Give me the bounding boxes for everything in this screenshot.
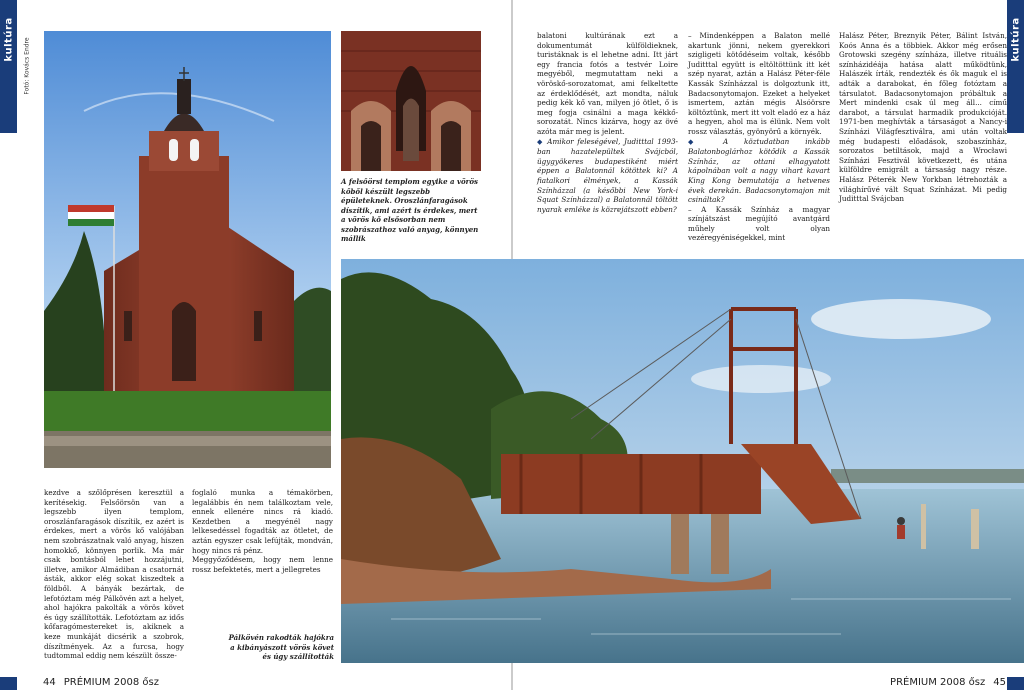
church-caption: A felsőörsi templom egyike a vörös kőből készült legszebb épületeknek. Oroszlánfaragások díszítik, ami azért is érdekes, mert a vörös kő elsősorban nem szobrászathoz való anyag, könnyen mállik [341,177,479,243]
footer-bar-right [1007,677,1024,690]
section-tab-left [0,0,17,133]
carving-detail-photo [341,31,481,171]
body-column-5 [839,31,1007,204]
photo-credit-text: Fotó: Kovács Endre [23,37,31,95]
body-column-2 [192,488,333,574]
footer-bar-left [0,677,17,690]
body-paragraph: – Mindenképpen a Balaton mellé akartunk jönni, nekem gyerekkori szigligeti kötődéseim voltak, később Juditttal együtt is eltöltöttünk itt két szép nyarat, aztán a Halász Péter-féle Kassák Színházzal is dolgoztunk itt, Badacsonytomajon. Ezeket a helyeket ismertem, aztán mégis Alsóörsre költöztünk, mert itt volt eladó ez a ház a hegyen, ahol ma is élünk. Nem volt rossz választás, gyönyörű a környék. [688,31,830,136]
interview-question [688,137,830,205]
body-paragraph: balatoni kultúrának ezt a dokumentumát külföldieknek, turistáknak is el lehetne adni. Itt járt egy francia fotós a testvér Loire megyéből, megmutattam neki a vöröskő-sorozatomat, ami felkeltette az érdeklődését, azt mondta, náluk pedig kék kő van, milyen jó ötlet, ő is meg fogja csinálni a maga kékkő-sorozatát. Nincs kizárva, hogy az övé azóta már meg is jelent. [537,31,678,136]
body-paragraph: Halász Péter, Breznyik Péter, Bálint István, Koós Anna és a többiek. Akkor még erősen Grotowski szegény színháza, illetve rituális színházidéája hatása alatt működtünk, Halászék írták, rendezték és ők maguk el is adták a darabokat, én főleg fotóztam a társulatot. Badacsonytomajon próbáltuk a Mert mindenki csak úl meg áll... című darabot, a társulat harmadik produkcióját. 1971-ben meghívták a társaságot a Nancy-i Színházi Világfesztiválra, ami után voltak még budapesti előadások, szobaszínház, sorozatos betiltások, majd a Wrocławi Színházi Fesztivál következett, és utána külföldre emigrált a társaság nagy része. Halász Péterék New Yorkban létrehozták a világhírűvé vált Squat Színházat. Mi pedig Juditttal Svájcban [839,31,1007,204]
page-number-left: 44 [43,677,56,688]
question-text: A köztudatban inkább Balatonboglárhoz kötődik a Kassák Színház, az ottani elhagyatott kápolnában volt a nagy vihart kavart King Kong bemutatója a hetvenes évek derekán. Badacsonytomajon mit csináltak? [688,136,830,205]
body-column-1 [44,488,184,661]
body-paragraph: kezdve a szőlőprésen keresztül a kerítésekig. Felsőörsön van a legszebb ilyen templom, oroszlánfaragások díszítik, ez azért is érdekes, mert a vörös kő valójában nem szobrászatnak való anyag, hiszen homokkő, könnyen porlik. Ma már csak bontásból lehet hozzájutni, illetve, amikor Almádiban a csatornát ásták, akkor elég sokat kiszedtek a földből. A bányák bezártak, de lefotóztam még Pálkövén azt a helyet, ahol hajókra pakolták a vörös követ és úgy szállították. Lefotóztam az idős kőfaragómestereket is, akiknek a keze munkáját dicsérik a szobrok, díszítmények. Az a furcsa, hogy tudtommal eddig nem készült össze- [44,488,184,661]
loading-bridge-photo [341,259,1024,663]
diamond-icon: ◆ [688,137,708,146]
section-tab-right [1007,0,1024,133]
body-paragraph: Meggyőződésem, hogy nem lenne rossz befektetés, mert a jellegretes [192,555,333,574]
church-photo [44,31,331,468]
body-column-4 [688,31,830,243]
section-tab-left-label: kultúra [3,17,14,62]
footer-left [43,677,159,688]
body-paragraph: – A Kassák Színház a magyar színjátszást megújító avantgárd műhely volt olyan vezéregyéniségekkel, mint [688,204,830,243]
interview-question [537,137,678,215]
diamond-icon: ◆ [537,137,544,146]
page-number-right: 45 [993,677,1006,688]
body-paragraph: foglaló munka a témakörben, legalábbis én nem találkoztam vele, ennek ellenére nincs rá kiadó. Kezdetben a megyénél nagy lelkesedéssel fogadták az ötletet, de aztán egyszer csak lefújták, mondván, hogy nincs rá pénz. [192,488,333,555]
section-tab-right-label: kultúra [1010,17,1021,62]
question-text: Amikor feleségével, Juditttal 1993-ban hazatelepültek Svájcból, ügygyökeres budapestiként miért éppen a Balatonnál kötöttek ki? A fiatalkori élmények, a Kassák Színházzal (a későbbi New York-i Squat Színházzal) a Balatonnál töltött nyarak emléke is közrejátszott ebben? [537,136,678,214]
footer-right [890,677,1006,688]
body-column-3 [537,31,678,214]
footer-title-left: PRÉMIUM 2008 ősz [63,677,159,688]
bridge-caption: Pálkövén rakodták hajókra a kibányászott vörös követ és úgy szállították [228,633,334,661]
photo-credit [19,36,35,96]
footer-title-right: PRÉMIUM 2008 ősz [890,677,986,688]
